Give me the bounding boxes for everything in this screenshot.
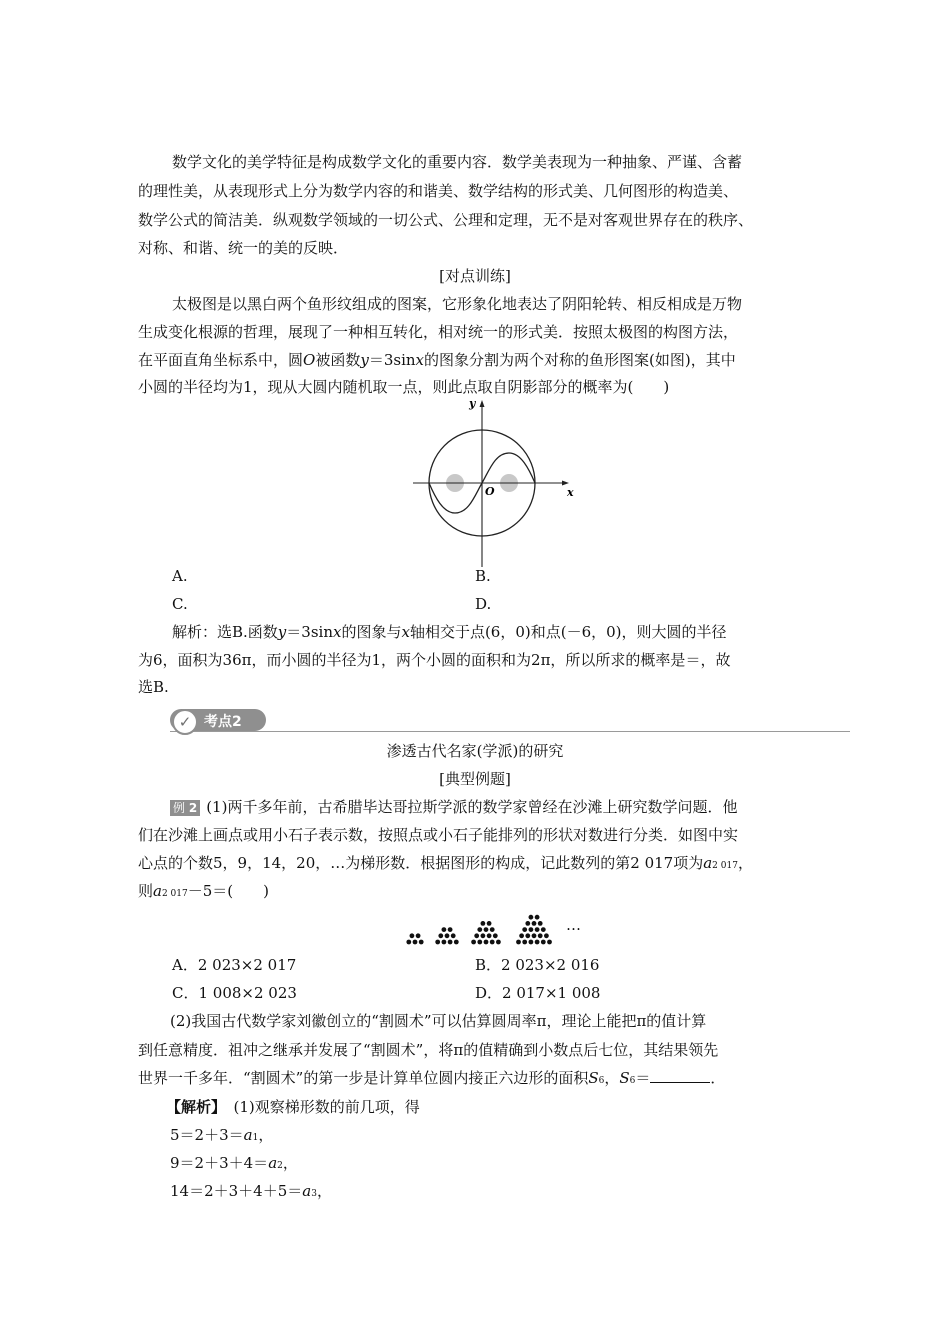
dot-fig2 — [451, 933, 456, 938]
dot-fig3 — [490, 927, 495, 932]
text: ， — [282, 1154, 298, 1172]
analysis-eq-3 — [170, 1181, 332, 1204]
text: ＝3sin — [286, 623, 333, 641]
training-heading: [对点训练] — [439, 267, 511, 285]
text: 轴相交于点(6，0)和点(－6，0)，则大圆的半径 — [409, 623, 727, 641]
option-A: A. — [172, 567, 188, 585]
example-p2-line-3 — [138, 1068, 725, 1091]
example-line-3 — [138, 853, 753, 876]
dot-fig4 — [547, 940, 552, 945]
text: 的图象与 — [341, 623, 402, 641]
dot-fig2 — [454, 940, 459, 945]
var-y: y — [277, 623, 287, 641]
dot-fig2 — [435, 940, 440, 945]
dot-fig4 — [535, 940, 540, 945]
axis-x-label: x — [567, 486, 574, 499]
text: ， — [737, 854, 753, 872]
dot-fig4 — [538, 933, 543, 938]
subscript: 2 017 — [161, 889, 188, 899]
example-tag — [170, 800, 200, 816]
dots-ellipsis: … — [566, 916, 581, 934]
analysis-line-1 — [166, 1097, 420, 1117]
kaodian-badge — [170, 709, 266, 731]
example-option-A: A．2 023×2 017 — [172, 956, 297, 974]
text: 解析：选B.函数 — [172, 623, 278, 641]
text: ． — [710, 1069, 726, 1087]
option-D: D. — [475, 595, 492, 613]
subscript: 6 — [629, 1076, 636, 1086]
intro-line-1: 数学文化的美学特征是构成数学文化的重要内容．数学美表现为一种抽象、严谨、含蓄 — [172, 153, 743, 171]
x-axis-arrow — [562, 481, 569, 486]
text: ＝ — [635, 1069, 651, 1087]
analysis-eq-1 — [170, 1125, 273, 1148]
answer-blank — [650, 1068, 710, 1083]
var-x: x — [401, 623, 410, 641]
section-title: 渗透古代名家(学派)的研究 — [386, 742, 564, 760]
var-O: O — [303, 351, 316, 369]
taiji-figure — [405, 395, 580, 570]
trapezoid-dots-figure — [400, 908, 590, 948]
text: 则 — [138, 882, 154, 900]
example-line-2: 们在沙滩上画点或用小石子表示数，按照点或小石子能排列的形状对数进行分类．如图中实 — [138, 826, 739, 844]
example-option-D: D．2 017×1 008 — [475, 984, 601, 1002]
example-p2-line-2: 到任意精度．祖冲之继承并发展了“割圆术”，将π的值精确到小数点后七位，其结果领先 — [138, 1041, 719, 1059]
dot-fig3 — [477, 927, 482, 932]
text: ＝3sin — [368, 351, 416, 369]
y-axis-arrow — [480, 400, 485, 407]
example-tag-text: 例 — [173, 801, 186, 815]
dot-fig3 — [487, 933, 492, 938]
analysis-head: 【解析】 — [166, 1098, 219, 1116]
example-line-1 — [170, 797, 737, 817]
dot-fig3 — [471, 940, 476, 945]
example-heading: [典型例题] — [439, 770, 511, 788]
var-x: x — [415, 351, 424, 369]
dot-fig3 — [477, 940, 482, 945]
dot-fig4 — [529, 940, 534, 945]
problem1-line-4: 小圆的半径均为1，现从大圆内随机取一点，则此点取自阴影部分的概率为( ) — [138, 378, 670, 396]
example-option-B: B．2 023×2 016 — [475, 956, 600, 974]
dot-fig4 — [535, 927, 540, 932]
dot-fig2 — [442, 940, 447, 945]
var-S: S — [619, 1069, 630, 1087]
dot-fig4 — [522, 927, 527, 932]
example-option-C: C．1 008×2 023 — [172, 984, 297, 1002]
dot-fig4 — [538, 921, 543, 926]
dot-fig3 — [496, 940, 501, 945]
subscript: 1 — [252, 1133, 259, 1143]
dot-fig3 — [484, 927, 489, 932]
text: ， — [604, 1069, 620, 1087]
text: 14＝2＋3＋4＋5＝ — [170, 1182, 303, 1200]
dot-fig2 — [438, 933, 443, 938]
dot-fig4 — [516, 940, 521, 945]
example-number: 2 — [188, 801, 198, 815]
text: 心点的个数5，9，14，20，…为梯形数．根据图形的构成，记此数列的第2 017项为 — [138, 854, 704, 872]
dot-fig4 — [525, 933, 530, 938]
var-a: a — [268, 1154, 278, 1172]
problem1-line-1: 太极图是以黑白两个鱼形纹组成的图案，它形象化地表达了阴阳轮转、相反相成是万物 — [172, 295, 743, 313]
analysis-eq-2 — [170, 1153, 298, 1176]
dot-fig1 — [406, 940, 411, 945]
intro-line-3: 数学公式的简洁美．纵观数学领域的一切公式、公理和定理，无不是对客观世界存在的秩序、 — [138, 211, 754, 229]
dot-fig3 — [481, 921, 486, 926]
text: －5＝( ) — [187, 882, 269, 900]
example-line-4 — [138, 881, 269, 904]
dot-fig3 — [481, 933, 486, 938]
text: 的图象分割为两个对称的鱼形图案(如图)，其中 — [424, 351, 736, 369]
text: 在平面直角坐标系中，圆 — [138, 351, 304, 369]
text: (1)两千多年前，古希腊毕达哥拉斯学派的数学家曾经在沙滩上研究数学问题．他 — [206, 798, 738, 816]
check-icon: ✓ — [172, 709, 198, 735]
dot-fig4 — [532, 921, 537, 926]
var-a: a — [703, 854, 713, 872]
dot-fig4 — [532, 933, 537, 938]
dot-fig1 — [413, 940, 418, 945]
dot-fig4 — [535, 915, 540, 920]
dot-fig1 — [419, 940, 424, 945]
text: ， — [316, 1182, 332, 1200]
intro-line-4: 对称、和谐、统一的美的反映． — [138, 239, 349, 257]
solution1-line-2: 为6，面积为36π，而小圆的半径为1，两个小圆的面积和为2π，所以所求的概率是＝，故 — [138, 651, 731, 669]
dot-fig1 — [410, 933, 415, 938]
divider-line — [170, 731, 850, 732]
text: 被函数 — [315, 351, 361, 369]
var-x: x — [332, 623, 342, 641]
var-a: a — [153, 882, 162, 900]
dot-fig4 — [525, 921, 530, 926]
subscript: 2 — [277, 1161, 283, 1171]
example-p2-line-1: (2)我国古代数学家刘徽创立的“割圆术”可以估算圆周率π，理论上能把π的值计算 — [170, 1012, 707, 1030]
var-S: S — [588, 1069, 599, 1087]
origin-label: O — [485, 485, 495, 498]
var-a: a — [302, 1182, 312, 1200]
dot-fig4 — [544, 933, 549, 938]
option-C: C. — [172, 595, 188, 613]
dot-fig2 — [442, 927, 447, 932]
text: 9＝2＋3＋4＝ — [170, 1154, 269, 1172]
axis-y-label: y — [469, 397, 476, 410]
dot-fig4 — [541, 940, 546, 945]
dot-fig2 — [448, 927, 453, 932]
problem1-line-3 — [138, 350, 736, 370]
intro-line-2: 的理性美，从表现形式上分为数学内容的和谐美、数学结构的形式美、几何图形的构造美、 — [138, 182, 739, 200]
var-y: y — [360, 351, 369, 369]
dot-fig4 — [529, 915, 534, 920]
dot-fig3 — [493, 933, 498, 938]
dot-fig4 — [541, 927, 546, 932]
kaodian-header — [170, 707, 850, 735]
dot-fig2 — [448, 940, 453, 945]
solution1-line-1 — [172, 622, 727, 642]
kaodian-label: 考点2 — [204, 714, 242, 730]
subscript: 3 — [311, 1189, 317, 1199]
text: ， — [258, 1126, 274, 1144]
solution1-line-3: 选B. — [138, 678, 169, 696]
dot-fig4 — [529, 927, 534, 932]
subscript: 2 017 — [712, 861, 738, 871]
dot-fig3 — [474, 933, 479, 938]
text: 世界一千多年．“割圆术”的第一步是计算单位圆内接正六边形的面积 — [138, 1069, 589, 1087]
dot-fig1 — [416, 933, 421, 938]
text: (1)观察梯形数的前几项，得 — [218, 1098, 420, 1116]
dot-fig3 — [487, 921, 492, 926]
dot-fig4 — [519, 933, 524, 938]
dot-fig2 — [445, 933, 450, 938]
var-a: a — [243, 1126, 253, 1144]
dot-fig4 — [522, 940, 527, 945]
text: 5＝2＋3＝ — [170, 1126, 244, 1144]
option-B: B. — [475, 567, 491, 585]
subscript: 6 — [598, 1076, 605, 1086]
dot-fig3 — [484, 940, 489, 945]
dot-fig3 — [490, 940, 495, 945]
problem1-line-2: 生成变化根源的哲理，展现了一种相互转化，相对统一的形式美．按照太极图的构图方法， — [138, 323, 739, 341]
